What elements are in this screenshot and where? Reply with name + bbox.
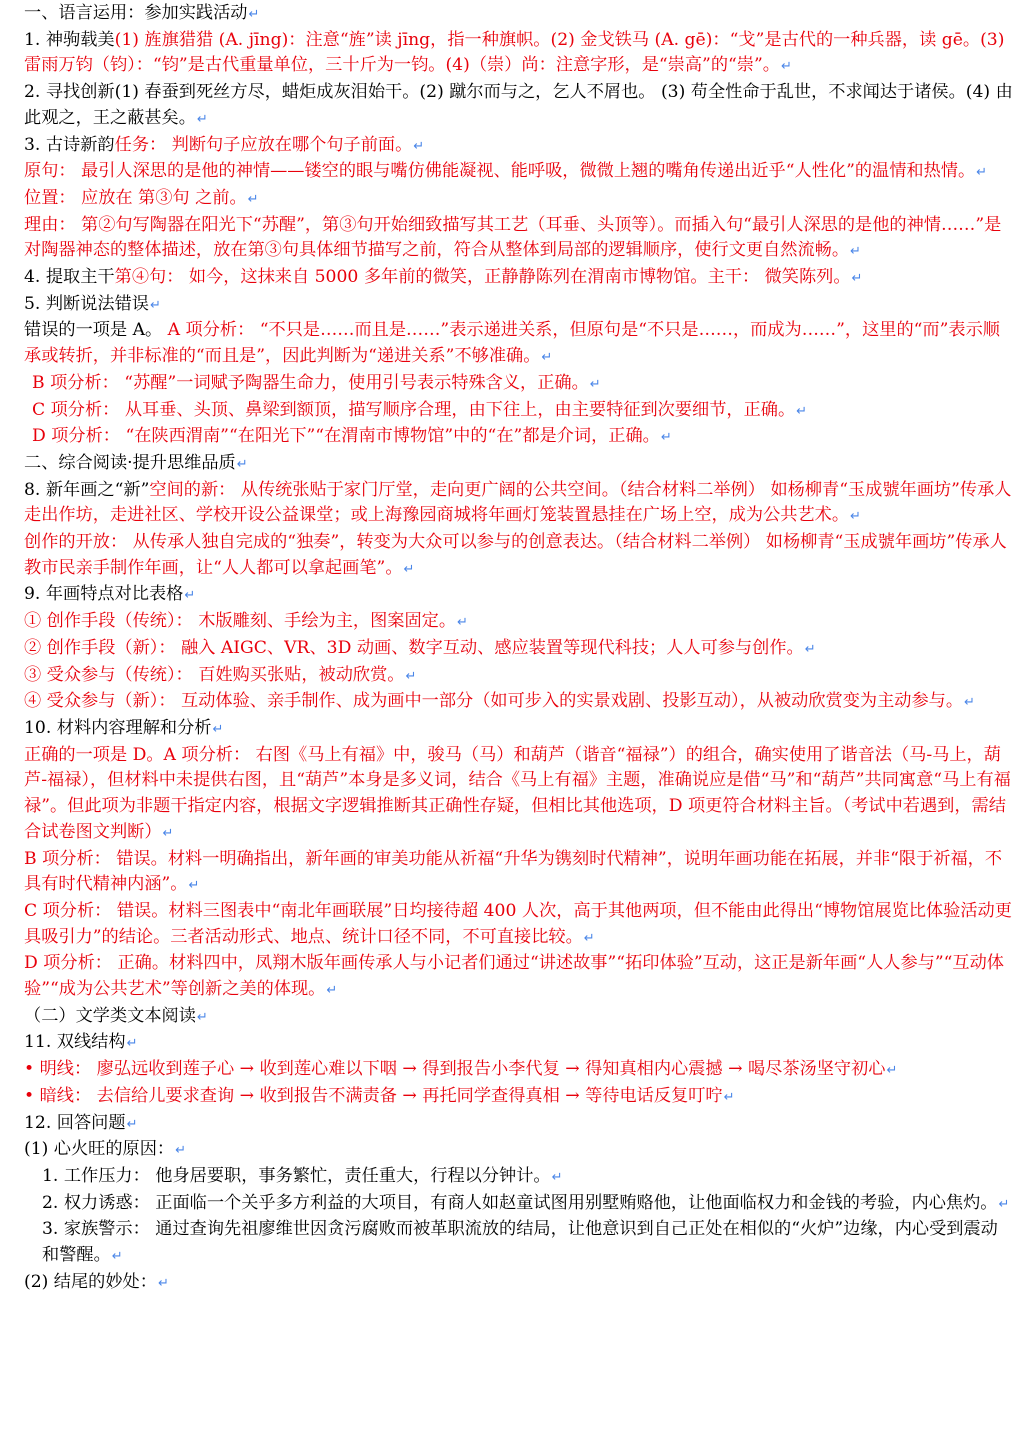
text-paragraph [24, 1030, 1014, 1057]
text-paragraph [24, 663, 1014, 690]
question-text: 二、综合阅读·提升思维品质 [24, 452, 236, 473]
question-text: 4. 提取主干 [24, 267, 115, 288]
text-paragraph [24, 371, 1014, 398]
answer-text: 第④句： 如今，这抹来自 5000 多年前的微笑，正静静陈列在渭南市博物馆。主干： 微笑陈列。 [114, 267, 851, 288]
question-text: 8. 新年画之“新” [24, 479, 150, 500]
answer-text: (1) 旌旗猎猎 (A. jīng)：注意“旌”读 jīng，指一种旗帜。(2) 金戈铁马 (A. gē)：“戈”是古代的一种兵器，读 gē。(3) 雷雨万钧（钧）：“钧”是古代重量单位，三十斤为一钧。(4)（崇）尚：注意字形，是“崇高”的“崇”。 [24, 29, 1005, 76]
text-paragraph [24, 186, 1014, 213]
question-text: (1) 心火旺的原因： [24, 1139, 175, 1160]
paragraph-mark-icon: ↵ [150, 297, 161, 313]
question-text: 9. 年画特点对比表格 [24, 584, 184, 605]
paragraph-mark-icon: ↵ [188, 878, 200, 894]
question-text: 1. 神驹载美 [24, 29, 115, 50]
paragraph-mark-icon: ↵ [212, 721, 224, 737]
text-paragraph [24, 899, 1014, 951]
text-paragraph [24, 398, 1014, 425]
question-text: 2. 权力诱惑： 正面临一个关乎多方利益的大项目，有商人如赵童试图用别墅贿赂他，让他面临权力和金钱的考验，内心焦灼。 [42, 1192, 998, 1213]
text-paragraph [24, 636, 1014, 663]
answer-text: • 暗线： 去信给儿要求查询 → 收到报告不满责备 → 再托同学查得真相 → 等待电话反复叮咛 [24, 1085, 723, 1106]
answer-text: ③ 受众参与（传统）： 百姓购买张贴，被动欣赏。 [24, 664, 405, 685]
question-text: (1) 春蚕到死丝方尽，蜡炬成灰泪始干。(2) 蹴尔而与之，乞人不屑也。 (3) 苟全性命于乱世，不求闻达于诸侯。(4) 由此观之，王之蔽甚矣。 [24, 82, 1013, 128]
paragraph-mark-icon: ↵ [796, 403, 808, 419]
text-paragraph [24, 1191, 1014, 1218]
answer-text: 任务： 判断句子应放在哪个句子前面。 [114, 134, 413, 155]
paragraph-mark-icon: ↵ [851, 271, 863, 287]
question-text: 3. 古诗新韵 [24, 134, 115, 155]
paragraph-mark-icon: ↵ [196, 1009, 208, 1025]
answer-text: B 项分析： 错误。材料一明确指出，新年画的审美功能从祈福“升华为镌刻时代精神”，说明年画功能在拓展，并非“限于祈福，不具有时代精神内涵”。 [24, 848, 1003, 895]
text-paragraph [24, 847, 1014, 899]
paragraph-mark-icon: ↵ [413, 138, 425, 154]
answer-text: 位置： 应放在 第③句 之前。 [24, 187, 247, 208]
answer-text: • 明线： 廖弘远收到莲子心 → 收到莲心难以下咽 → 得到报告小李代复 → 得知真相内心震撼 → 喝尽茶汤坚守初心 [24, 1059, 886, 1080]
text-paragraph [24, 133, 1014, 160]
answer-text: 正确的一项是 D。A 项分析： 右图《马上有福》中，骏马（马）和葫芦（谐音“福禄”）的组合，确实使用了谐音法（马-马上，葫芦-福禄），但材料中未提供右图，且“葫芦”本身是多义词，结合《马上有福》主题，准确说应是借“马”和“葫芦”共同寓意“马上有福禄”。但此项为非题干指定内容，根据文字逻辑推断其正确性存疑，但相比其他选项，D 项更符合材料主旨。（考试中若遇到，需结合试卷图文判断） [24, 744, 1011, 842]
question-text: (2) 结尾的妙处： [24, 1271, 157, 1292]
question-text: 11. 双线结构 [24, 1032, 126, 1053]
question-text: 一、语言运用：参加实践活动 [24, 3, 248, 23]
text-paragraph [24, 716, 1014, 743]
text-paragraph [24, 743, 1014, 847]
paragraph-mark-icon: ↵ [660, 430, 672, 446]
answer-text: 原句： 最引人深思的是他的神情——镂空的眼与嘴仿佛能凝视、能呼吸，微微上翘的嘴角传递出近乎“人性化”的温情和热情。 [24, 161, 976, 182]
question-text: 1. 工作压力： 他身居要职，事务繁忙，责任重大，行程以分钟计。 [42, 1165, 551, 1186]
question-text: 10. 材料内容理解和分析 [24, 717, 212, 738]
paragraph-mark-icon: ↵ [248, 7, 260, 22]
paragraph-mark-icon: ↵ [184, 588, 196, 604]
answer-text: C 项分析： 从耳垂、头顶、鼻梁到额顶，描写顺序合理，由下往上，由主要特征到次要细节，正确。 [32, 399, 796, 420]
text-paragraph [24, 318, 1014, 370]
text-paragraph [24, 292, 1014, 319]
text-paragraph [24, 582, 1014, 609]
text-paragraph [24, 1270, 1014, 1297]
paragraph-mark-icon: ↵ [126, 1116, 138, 1132]
text-paragraph [24, 1137, 1014, 1164]
text-paragraph [24, 1004, 1014, 1031]
answer-text: C 项分析： 错误。材料三图表中“南北年画联展”日均接待超 400 人次，高于其他两项，但不能由此得出“博物馆展览比体验活动更具吸引力”的结论。三者活动形式、地点、统计口径不同，不可直接比较。 [24, 900, 1012, 947]
paragraph-mark-icon: ↵ [583, 930, 595, 946]
paragraph-mark-icon: ↵ [405, 668, 417, 684]
text-paragraph [24, 28, 1014, 80]
answer-text: ② 创作手段（新）： 融入 AIGC、VR、3D 动画、数字互动、感应装置等现代科技；人人可参与创作。 [24, 637, 804, 658]
answer-text: 空间的新： 从传统张贴于家门厅堂，走向更广阔的公共空间。（结合材料二举例） 如杨柳青“玉成號年画坊”传承人走出作坊，走进社区、学校开设公益课堂；或上海豫园商城将年画灯笼装置悬挂在广场上空，成为公共艺术。 [24, 479, 1012, 526]
text-paragraph [24, 530, 1014, 582]
paragraph-mark-icon: ↵ [457, 615, 468, 631]
paragraph-mark-icon: ↵ [976, 165, 988, 181]
answer-text: D 项分析： 正确。材料四中，凤翔木版年画传承人与小记者们通过“讲述故事”“拓印体验”互动，这正是新年画“人人参与”“互动体验”“成为公共艺术”等创新之美的体现。 [24, 953, 1004, 1000]
text-paragraph [24, 1217, 1014, 1269]
question-text: 3. 家族警示： 通过查询先祖廖维世因贪污腐败而被革职流放的结局，让他意识到自己正处在相似的“火炉”边缘，内心受到震动和警醒。 [42, 1219, 998, 1266]
paragraph-mark-icon: ↵ [780, 59, 792, 75]
paragraph-mark-icon: ↵ [326, 983, 338, 999]
paragraph-mark-icon: ↵ [886, 1063, 898, 1079]
paragraph-mark-icon: ↵ [403, 561, 415, 577]
text-paragraph [24, 80, 1014, 132]
text-paragraph [24, 1084, 1014, 1111]
paragraph-mark-icon: ↵ [964, 695, 975, 711]
paragraph-mark-icon: ↵ [247, 191, 259, 207]
paragraph-mark-icon: ↵ [998, 1196, 1010, 1212]
answer-text: 创作的开放： 从传承人独自完成的“独奏”，转变为大众可以参与的创意表达。（结合材料二举例） 如杨柳青“玉成號年画坊”传承人教市民亲手制作年画，让“人人都可以拿起画笔”。 [24, 532, 1007, 578]
text-paragraph [24, 478, 1014, 530]
question-text: 2. 寻找创新 [24, 82, 115, 103]
paragraph-mark-icon: ↵ [111, 1249, 123, 1265]
text-paragraph [24, 951, 1014, 1003]
text-paragraph [24, 265, 1014, 292]
question-text: 5. 判断说法错误 [24, 293, 149, 314]
answer-text: A 项分析： “不只是……而且是……”表示递进关系，但原句是“不只是……，而成为……”，这里的“而”表示顺承或转折，并非标准的“而且是”，因此判断为“递进关系”不够准确。 [24, 320, 1000, 367]
text-paragraph [24, 213, 1014, 265]
paragraph-mark-icon: ↵ [175, 1143, 187, 1159]
answer-text: ④ 受众参与（新）： 互动体验、亲手制作、成为画中一部分（如可步入的实景戏剧、投影互动），从被动欣赏变为主动参与。 [24, 691, 964, 712]
question-text: 错误的一项是 A。 [24, 320, 168, 341]
text-paragraph [24, 1, 1014, 28]
answer-text: B 项分析： “苏醒”一词赋予陶器生命力，使用引号表示特殊含义，正确。 [32, 372, 589, 393]
text-paragraph [24, 1111, 1014, 1138]
answer-text: ① 创作手段（传统）： 木版雕刻、手绘为主，图案固定。 [24, 611, 457, 632]
paragraph-mark-icon: ↵ [126, 1036, 138, 1052]
question-text: （二）文学类文本阅读 [24, 1005, 196, 1026]
paragraph-mark-icon: ↵ [236, 456, 248, 472]
text-paragraph [24, 424, 1014, 451]
text-paragraph [24, 1164, 1014, 1191]
paragraph-mark-icon: ↵ [541, 350, 553, 366]
text-paragraph [24, 609, 1014, 636]
question-text: 12. 回答问题 [24, 1112, 126, 1133]
text-paragraph [24, 689, 1014, 716]
paragraph-mark-icon: ↵ [804, 641, 816, 657]
paragraph-mark-icon: ↵ [551, 1169, 563, 1185]
answer-text: D 项分析： “在陕西渭南”“在阳光下”“在渭南市博物馆”中的“在”都是介词，正确。 [32, 426, 660, 447]
answer-text: 理由： 第②句写陶器在阳光下“苏醒”，第③句开始细致描写其工艺（耳垂、头顶等）。而插入句“最引人深思的是他的神情……”是对陶器神态的整体描述，放在第③句具体细节描写之前，符合从整体到局部的逻辑顺序，使行文更自然流畅。 [24, 214, 1002, 261]
text-paragraph [24, 1057, 1014, 1084]
paragraph-mark-icon: ↵ [157, 1275, 169, 1291]
paragraph-mark-icon: ↵ [850, 244, 861, 260]
paragraph-mark-icon: ↵ [850, 509, 861, 525]
text-paragraph [24, 159, 1014, 186]
paragraph-mark-icon: ↵ [196, 111, 208, 127]
paragraph-mark-icon: ↵ [589, 376, 601, 392]
paragraph-mark-icon: ↵ [162, 825, 174, 841]
text-paragraph [24, 451, 1014, 478]
paragraph-mark-icon: ↵ [723, 1089, 735, 1105]
